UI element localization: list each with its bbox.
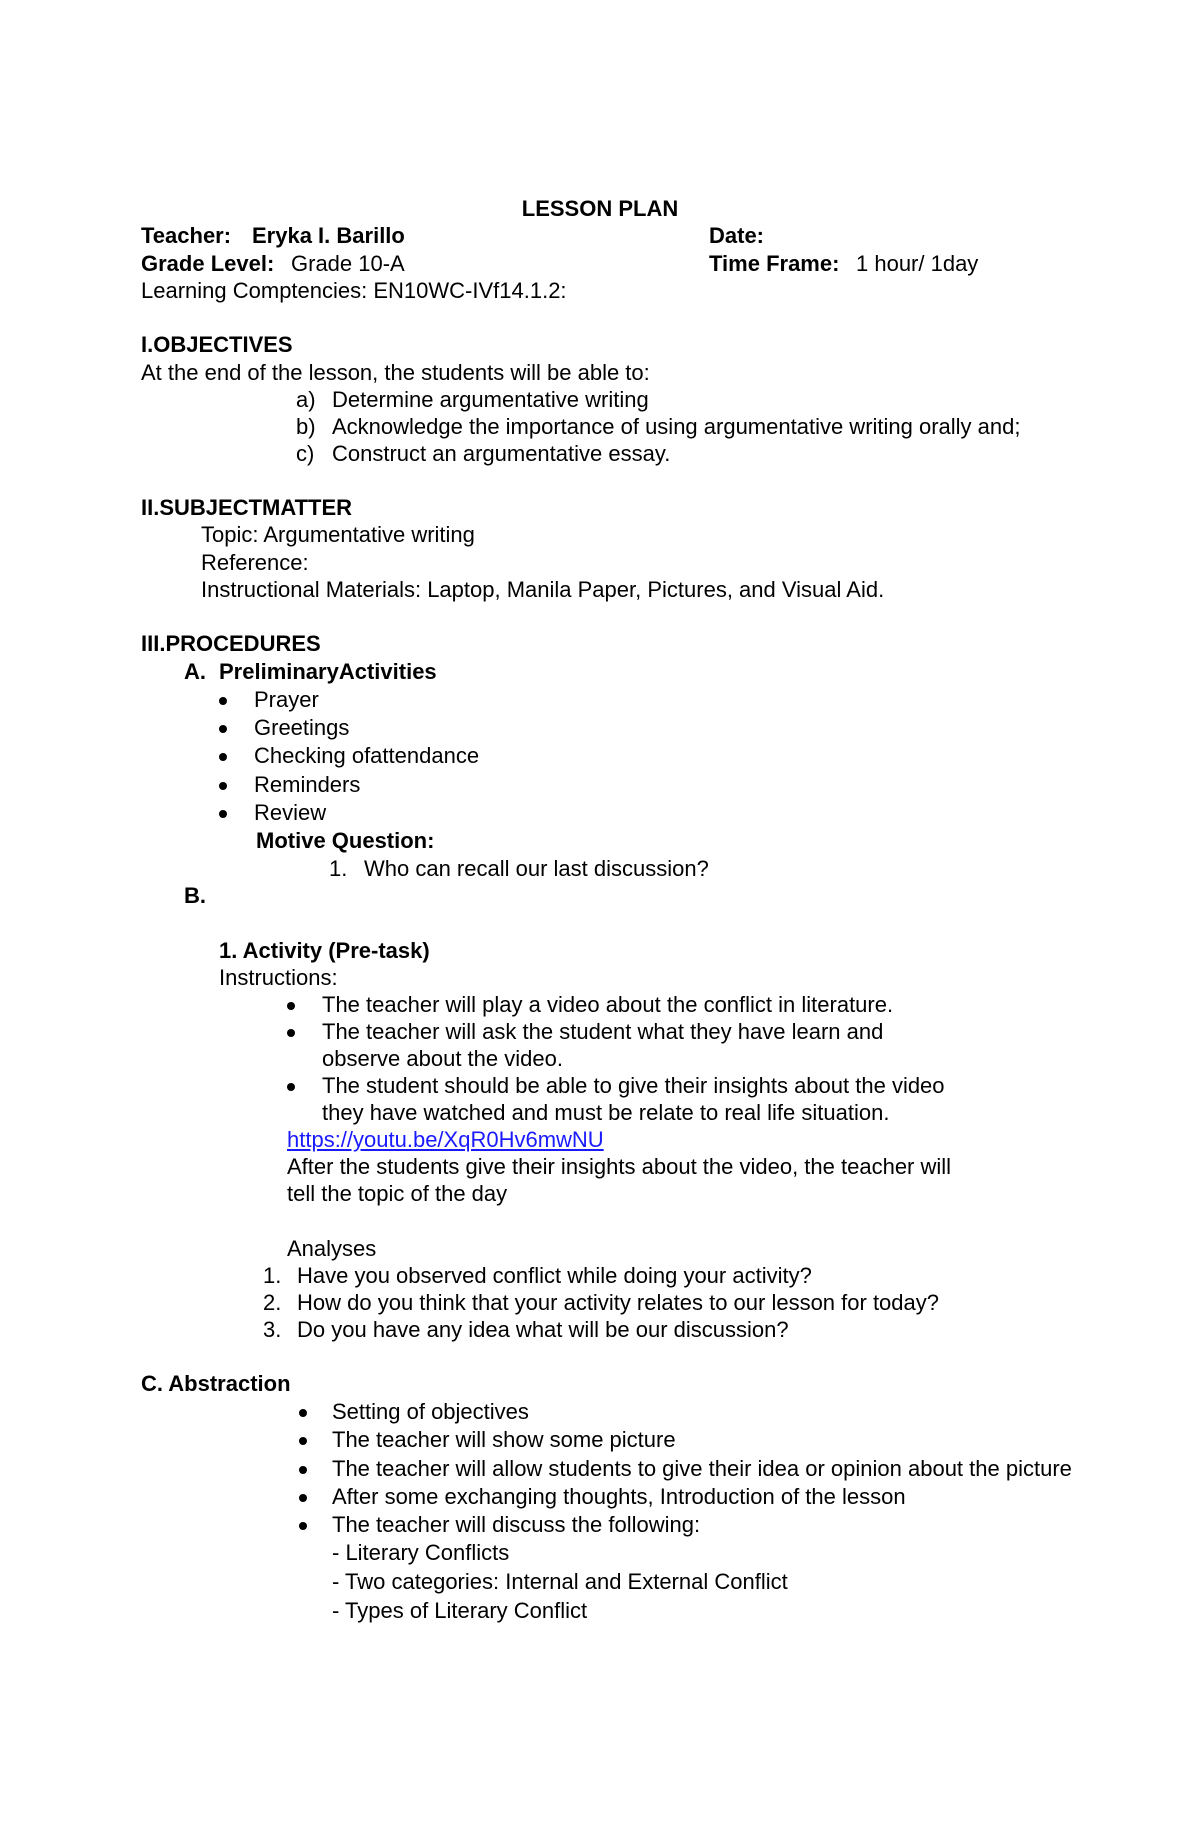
- abstraction-item: The teacher will discuss the following:: [332, 1512, 701, 1537]
- subject-reference: Reference:: [201, 550, 309, 575]
- bullet-icon: [287, 1029, 295, 1037]
- after-video-line: After the students give their insights about the video, the teacher will: [287, 1154, 952, 1179]
- procedures-heading: III.PROCEDURES: [141, 631, 321, 656]
- date-label: Date:: [709, 223, 765, 248]
- document-title: LESSON PLAN: [521, 196, 679, 221]
- abstraction-sub-item: - Literary Conflicts: [332, 1540, 510, 1565]
- analysis-marker: 1.: [263, 1263, 282, 1288]
- abstraction-sub-item: - Two categories: Internal and External Conflict: [332, 1569, 788, 1594]
- objective-item: Acknowledge the importance of using argumentative writing orally and;: [332, 414, 1021, 439]
- preliminary-item: Greetings: [254, 715, 350, 740]
- video-link[interactable]: https://youtu.be/XqR0Hv6mwNU: [287, 1127, 604, 1152]
- instruction-line: The teacher will ask the student what they have learn and: [322, 1019, 884, 1044]
- bullet-icon: [287, 1002, 295, 1010]
- instructions-label: Instructions:: [219, 965, 338, 990]
- time-frame-value: 1 hour/ 1day: [856, 251, 979, 276]
- analysis-question: Have you observed conflict while doing your activity?: [297, 1263, 812, 1288]
- objective-item: Construct an argumentative essay.: [332, 441, 671, 466]
- bullet-icon: [299, 1522, 307, 1530]
- subject-matter-heading: II.SUBJECTMATTER: [141, 495, 353, 520]
- section-b-marker: B.: [184, 883, 206, 908]
- preliminary-item: Review: [254, 800, 327, 825]
- abstraction-item: The teacher will allow students to give their idea or opinion about the picture: [332, 1456, 1072, 1481]
- bullet-icon: [299, 1409, 307, 1417]
- subject-materials: Instructional Materials: Laptop, Manila Paper, Pictures, and Visual Aid.: [201, 577, 885, 602]
- after-video-line: tell the topic of the day: [287, 1181, 508, 1206]
- bullet-icon: [219, 782, 227, 790]
- grade-level-label: Grade Level:: [141, 251, 275, 276]
- motive-question-heading: Motive Question:: [256, 828, 435, 853]
- activity-heading: 1. Activity (Pre-task): [219, 938, 430, 963]
- instruction-line: The teacher will play a video about the conflict in literature.: [322, 992, 894, 1017]
- analyses-label: Analyses: [287, 1236, 377, 1261]
- bullet-icon: [219, 725, 227, 733]
- preliminary-item: Checking ofattendance: [254, 743, 480, 768]
- motive-question-marker: 1.: [329, 856, 348, 881]
- bullet-icon: [219, 697, 227, 705]
- analysis-question: Do you have any idea what will be our discussion?: [297, 1317, 789, 1342]
- bullet-icon: [299, 1437, 307, 1445]
- preliminary-item: Prayer: [254, 687, 319, 712]
- bullet-icon: [299, 1466, 307, 1474]
- grade-level-value: Grade 10-A: [291, 251, 405, 276]
- instruction-line: observe about the video.: [322, 1046, 563, 1071]
- abstraction-heading: C. Abstraction: [141, 1371, 291, 1396]
- instruction-line: The student should be able to give their insights about the video: [322, 1073, 945, 1098]
- abstraction-item: After some exchanging thoughts, Introduction of the lesson: [332, 1484, 906, 1509]
- bullet-icon: [299, 1494, 307, 1502]
- bullet-icon: [219, 753, 227, 761]
- abstraction-sub-item: - Types of Literary Conflict: [332, 1598, 588, 1623]
- analysis-marker: 3.: [263, 1317, 282, 1342]
- subject-topic: Topic: Argumentative writing: [201, 522, 475, 547]
- instruction-line: they have watched and must be relate to real life situation.: [322, 1100, 890, 1125]
- teacher-label: Teacher:: [141, 223, 232, 248]
- objective-marker: b): [296, 414, 316, 439]
- section-a-marker: A.: [184, 659, 206, 684]
- preliminary-item: Reminders: [254, 772, 361, 797]
- preliminary-activities-heading: PreliminaryActivities: [219, 659, 437, 684]
- objectives-heading: I.OBJECTIVES: [141, 332, 293, 357]
- abstraction-item: The teacher will show some picture: [332, 1427, 676, 1452]
- bullet-icon: [287, 1083, 295, 1091]
- abstraction-item: Setting of objectives: [332, 1399, 529, 1424]
- analysis-question: How do you think that your activity relates to our lesson for today?: [297, 1290, 939, 1315]
- objective-marker: a): [296, 387, 316, 412]
- objectives-intro: At the end of the lesson, the students will be able to:: [141, 360, 650, 385]
- analysis-marker: 2.: [263, 1290, 282, 1315]
- bullet-icon: [219, 810, 227, 818]
- motive-question: Who can recall our last discussion?: [364, 856, 709, 881]
- objective-marker: c): [296, 441, 315, 466]
- teacher-name: Eryka I. Barillo: [252, 223, 405, 248]
- time-frame-label: Time Frame:: [709, 251, 840, 276]
- objective-item: Determine argumentative writing: [332, 387, 649, 412]
- learning-competencies: Learning Comptencies: EN10WC-IVf14.1.2:: [141, 278, 567, 303]
